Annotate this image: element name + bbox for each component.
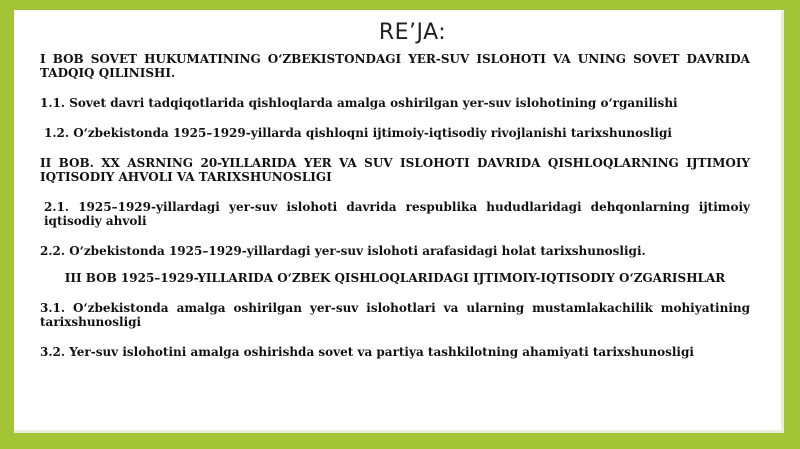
section-2-2: 2.2. O‘zbekistonda 1925–1929-yillardagi yer-suv islohoti arafasidagi holat tarixshunosligi.: [40, 244, 646, 258]
chapter-3-heading: III BOB 1925–1929-YILLARIDA O‘ZBEK QISHLOQLARIDAGI IJTIMOIY-IQTISODIY O‘ZGARISHLAR: [64, 271, 726, 285]
chapter-2-heading: II BOB. XX ASRNING 20-YILLARIDA YER VA SUV ISLOHOTI DAVRIDA QISHLOQLARNING IJTIMOIY IQTISODIY AHVOLI VA TARIXSHUNOSLIGI: [40, 156, 750, 184]
section-1-2: 1.2. O‘zbekistonda 1925–1929-yillarda qishloqni ijtimoiy-iqtisodiy rivojlanishi tarixshunosligi: [44, 126, 672, 140]
chapter-1-heading: I BOB SOVET HUKUMATINING O‘ZBEKISTONDAGI YER-SUV ISLOHOTI VA UNING SOVET DAVRIDA TADQIQ QILINISHI.: [40, 52, 750, 80]
slide: [14, 10, 784, 433]
section-2-1: 2.1. 1925–1929-yillardagi yer-suv islohoti davrida respublika hududlaridagi dehqonlarning ijtimoiy iqtisodiy ahvoli: [44, 200, 750, 228]
section-1-1: 1.1. Sovet davri tadqiqotlarida qishloqlarda amalga oshirilgan yer-suv islohotining o‘rganilishi: [40, 96, 678, 110]
plan-list: [40, 52, 750, 359]
section-3-1: 3.1. O‘zbekistonda amalga oshirilgan yer-suv islohotlari va ularning mustamlakachilik mohiyatining tarixshunosligi: [40, 301, 750, 329]
slide-title: RE’JA:: [378, 20, 447, 45]
section-3-2: 3.2. Yer-suv islohotini amalga oshirishda sovet va partiya tashkilotning ahamiyati tarixshunosligi: [40, 345, 694, 359]
